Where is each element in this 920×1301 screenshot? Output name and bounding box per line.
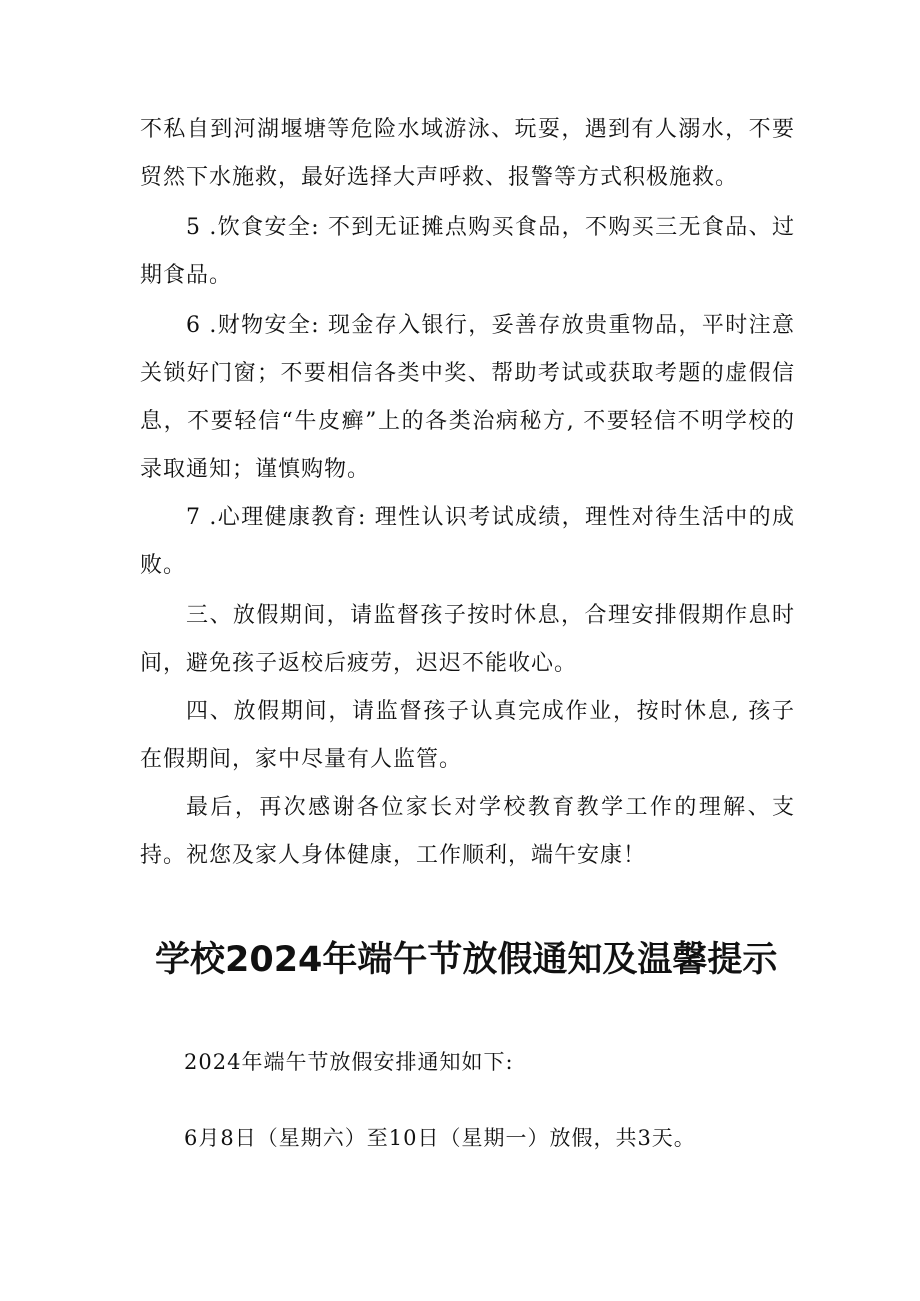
paragraph-property-safety: 6 .财物安全: 现金存入银行，妥善存放贵重物品，平时注意关锁好门窗；不要相信各类中奖、帮助考试或获取考题的虚假信息，不要轻信“牛皮癣”上的各类治病秘方, 不要轻信不明学校的录取通知；谨慎购物。: [140, 313, 795, 482]
paragraph-rest-schedule: 三、放假期间，请监督孩子按时休息，合理安排假期作息时间，避免孩子返校后疲劳，迟迟不能收心。: [140, 603, 795, 676]
intro-line: 2024年端午节放假安排通知如下:: [184, 1050, 514, 1074]
paragraph-food-safety: 5 .饮食安全: 不到无证摊点购买食品，不购买三无食品、过期食品。: [140, 215, 795, 288]
paragraph-closing: 最后，再次感谢各位家长对学校教育教学工作的理解、支持。祝您及家人身体健康，工作顺利，端午安康！: [140, 795, 795, 868]
paragraph-water-safety: 不私自到河湖堰塘等危险水域游泳、玩耍，遇到有人溺水，不要贸然下水施救，最好选择大声呼救、报警等方式积极施救。: [140, 117, 795, 190]
paragraph-mental-health: 7 .心理健康教育: 理性认识考试成绩，理性对待生活中的成败。: [140, 505, 795, 578]
schedule-line: 6月8日（星期六）至10日（星期一）放假，共3天。: [184, 1126, 696, 1150]
paragraph-homework: 四、放假期间，请监督孩子认真完成作业，按时休息, 孩子在假期间，家中尽量有人监管。: [140, 699, 795, 772]
page-title: 学校2024年端午节放假通知及温馨提示: [155, 940, 778, 980]
